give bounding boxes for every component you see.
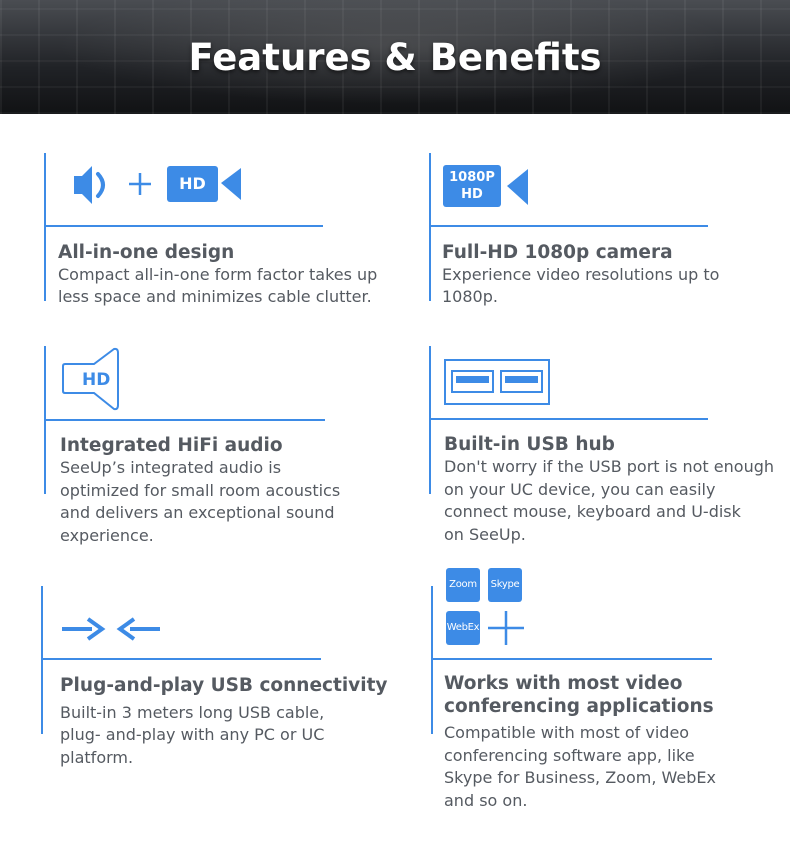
feature-frame-vertical <box>41 586 43 734</box>
feature-description-line: experience. <box>60 526 154 545</box>
feature-title-line: conferencing applications <box>444 696 714 717</box>
webex-app-icon: WebEx <box>446 611 480 645</box>
feature-description-line: platform. <box>60 748 134 767</box>
feature-description-line: less space and minimizes cable clutter. <box>58 287 372 306</box>
feature-description-line: connect mouse, keyboard and U-disk <box>444 502 741 521</box>
feature-description-line: Don't worry if the USB port is not enough <box>444 457 774 476</box>
feature-description-line: Skype for Business, Zoom, WebEx <box>444 768 716 787</box>
feature-description-line: plug- and-play with any PC or UC <box>60 725 325 744</box>
feature-frame-horizontal <box>41 658 321 660</box>
feature-description-line: and delivers an exceptional sound <box>60 503 335 522</box>
hd-badge: HD <box>167 166 218 202</box>
feature-frame-horizontal <box>429 225 708 227</box>
hd-label: HD <box>82 370 111 390</box>
arrow-left-icon <box>118 617 160 641</box>
feature-description-line: on your UC device, you can easily <box>444 480 716 499</box>
1080p-badge: 1080P HD <box>443 165 501 207</box>
page-title: Features & Benefits <box>188 36 602 79</box>
feature-description-line: 1080p. <box>442 287 498 306</box>
feature-description-line: Compatible with most of video <box>444 723 690 742</box>
feature-title: Integrated HiFi audio <box>60 435 283 456</box>
camera-lens-icon <box>507 165 529 209</box>
feature-description-line: and so on. <box>444 791 528 810</box>
feature-title: Full-HD 1080p camera <box>442 242 673 263</box>
feature-frame-vertical <box>431 586 433 734</box>
feature-frame-vertical <box>44 153 46 301</box>
camera-lens-icon <box>221 165 243 203</box>
skype-app-icon: Skype <box>488 568 522 602</box>
feature-title: Plug-and-play USB connectivity <box>60 675 388 696</box>
feature-frame-horizontal <box>44 419 325 421</box>
feature-frame-horizontal <box>44 225 323 227</box>
feature-frame-vertical <box>429 153 431 301</box>
usb-hub-icon <box>444 359 550 405</box>
feature-frame-vertical <box>429 346 431 494</box>
feature-description-line: conferencing software app, like <box>444 746 695 765</box>
feature-frame-horizontal <box>431 658 712 660</box>
feature-description-line: Experience video resolutions up to <box>442 265 720 284</box>
feature-description-line: Compact all-in-one form factor takes up <box>58 265 378 284</box>
feature-title: Built-in USB hub <box>444 434 615 455</box>
speaker-icon <box>72 160 114 210</box>
feature-frame-horizontal <box>429 418 708 420</box>
arrow-right-icon <box>62 617 104 641</box>
feature-description-line: on SeeUp. <box>444 525 526 544</box>
feature-title: All-in-one design <box>58 242 235 263</box>
feature-description-line: SeeUp’s integrated audio is <box>60 458 282 477</box>
feature-description-line: optimized for small room acoustics <box>60 481 341 500</box>
plus-icon <box>128 172 152 196</box>
plus-icon <box>488 611 524 645</box>
feature-description-line: Built-in 3 meters long USB cable, <box>60 703 325 722</box>
feature-title-line: Works with most video <box>444 673 683 694</box>
zoom-app-icon: Zoom <box>446 568 480 602</box>
header-banner <box>0 0 790 114</box>
